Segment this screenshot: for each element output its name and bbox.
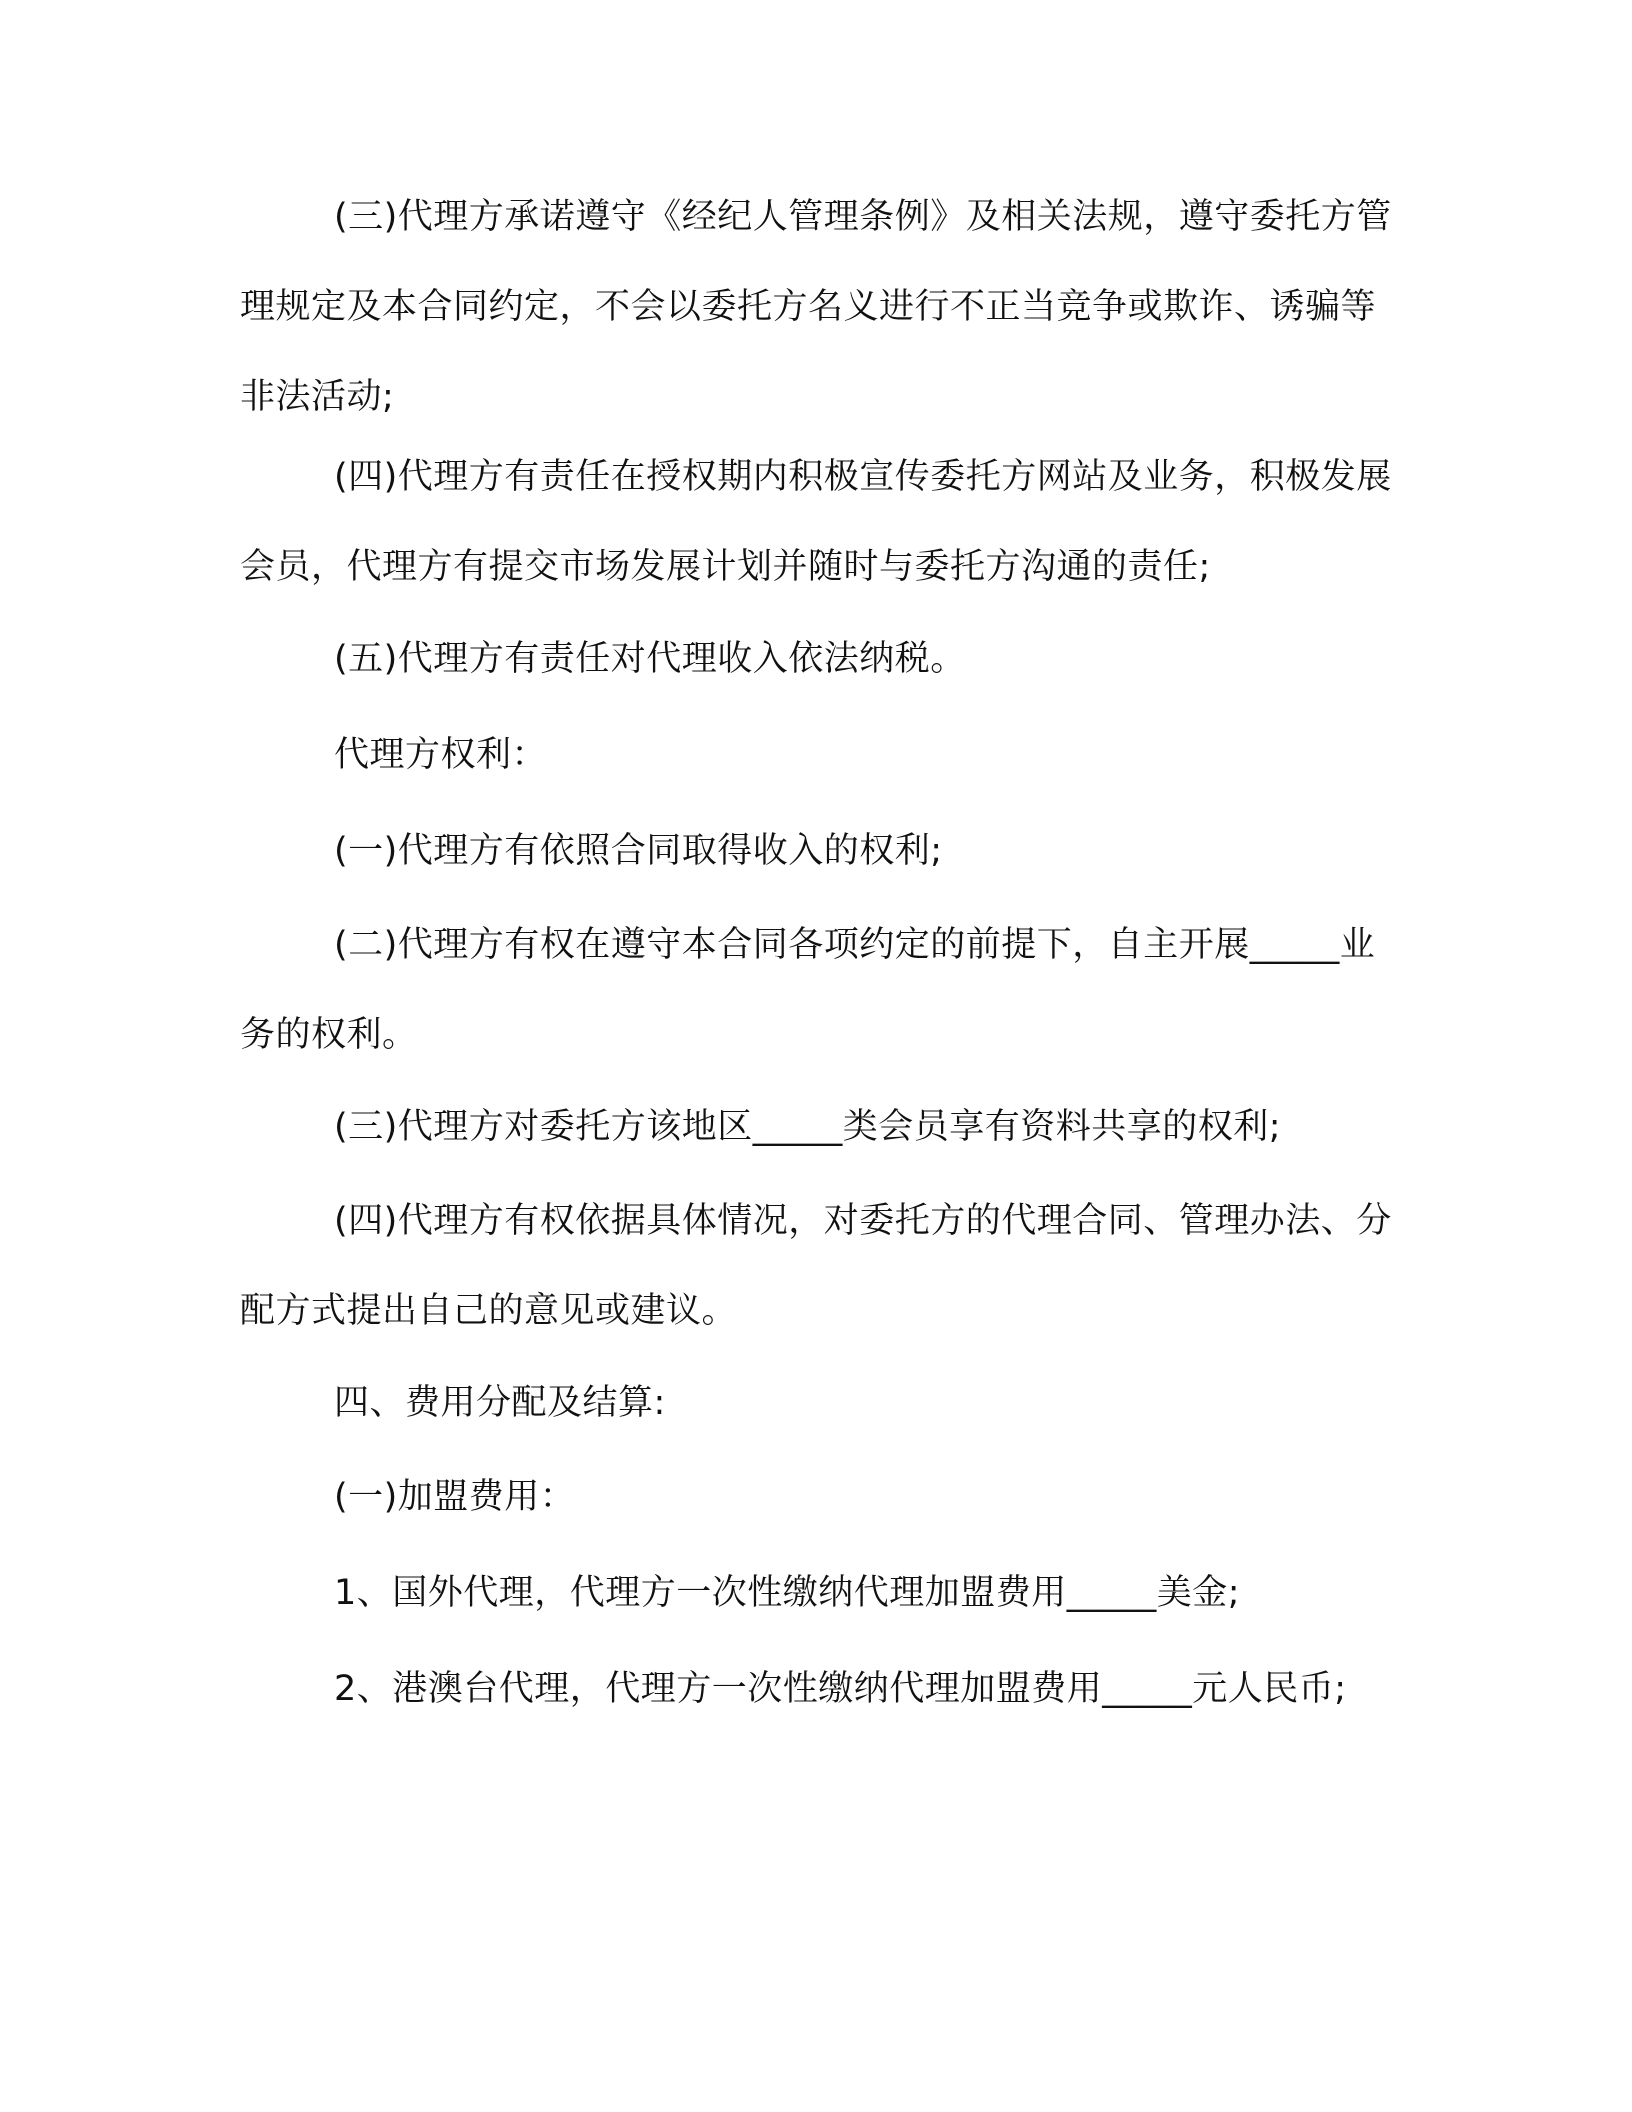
section-heading-agent-rights: 代理方权利： [334,735,548,775]
paragraph-agent-obligation-3: (三)代理方承诺遵守《经纪人管理条例》及相关法规，遵守委托方管理规定及本合同约定，不会以委托方名义进行不正当竞争或欺诈、诱骗等非法活动; [240,197,1392,417]
paragraph-agent-right-3: (三)代理方对委托方该地区_____类会员享有资料共享的权利; [334,1107,1282,1147]
section-heading-fee-settlement: 四、费用分配及结算: [334,1383,666,1423]
paragraph-agent-right-1: (一)代理方有依照合同取得收入的权利; [334,831,943,871]
subheading-joining-fee: (一)加盟费用： [334,1477,576,1517]
paragraph-agent-right-4: (四)代理方有权依据具体情况，对委托方的代理合同、管理办法、分配方式提出自己的意见或建议。 [240,1201,1392,1331]
paragraph-fee-overseas: 1、国外代理，代理方一次性缴纳代理加盟费用_____美金; [334,1573,1241,1613]
paragraph-agent-right-2: (二)代理方有权在遵守本合同各项约定的前提下，自主开展_____业务的权利。 [240,925,1376,1055]
paragraph-agent-obligation-4: (四)代理方有责任在授权期内积极宣传委托方网站及业务，积极发展会员，代理方有提交市场发展计划并随时与委托方沟通的责任; [240,457,1392,587]
paragraph-agent-obligation-5: (五)代理方有责任对代理收入依法纳税。 [334,639,966,679]
paragraph-fee-hk-macau-taiwan: 2、港澳台代理，代理方一次性缴纳代理加盟费用_____元人民币; [334,1669,1347,1709]
